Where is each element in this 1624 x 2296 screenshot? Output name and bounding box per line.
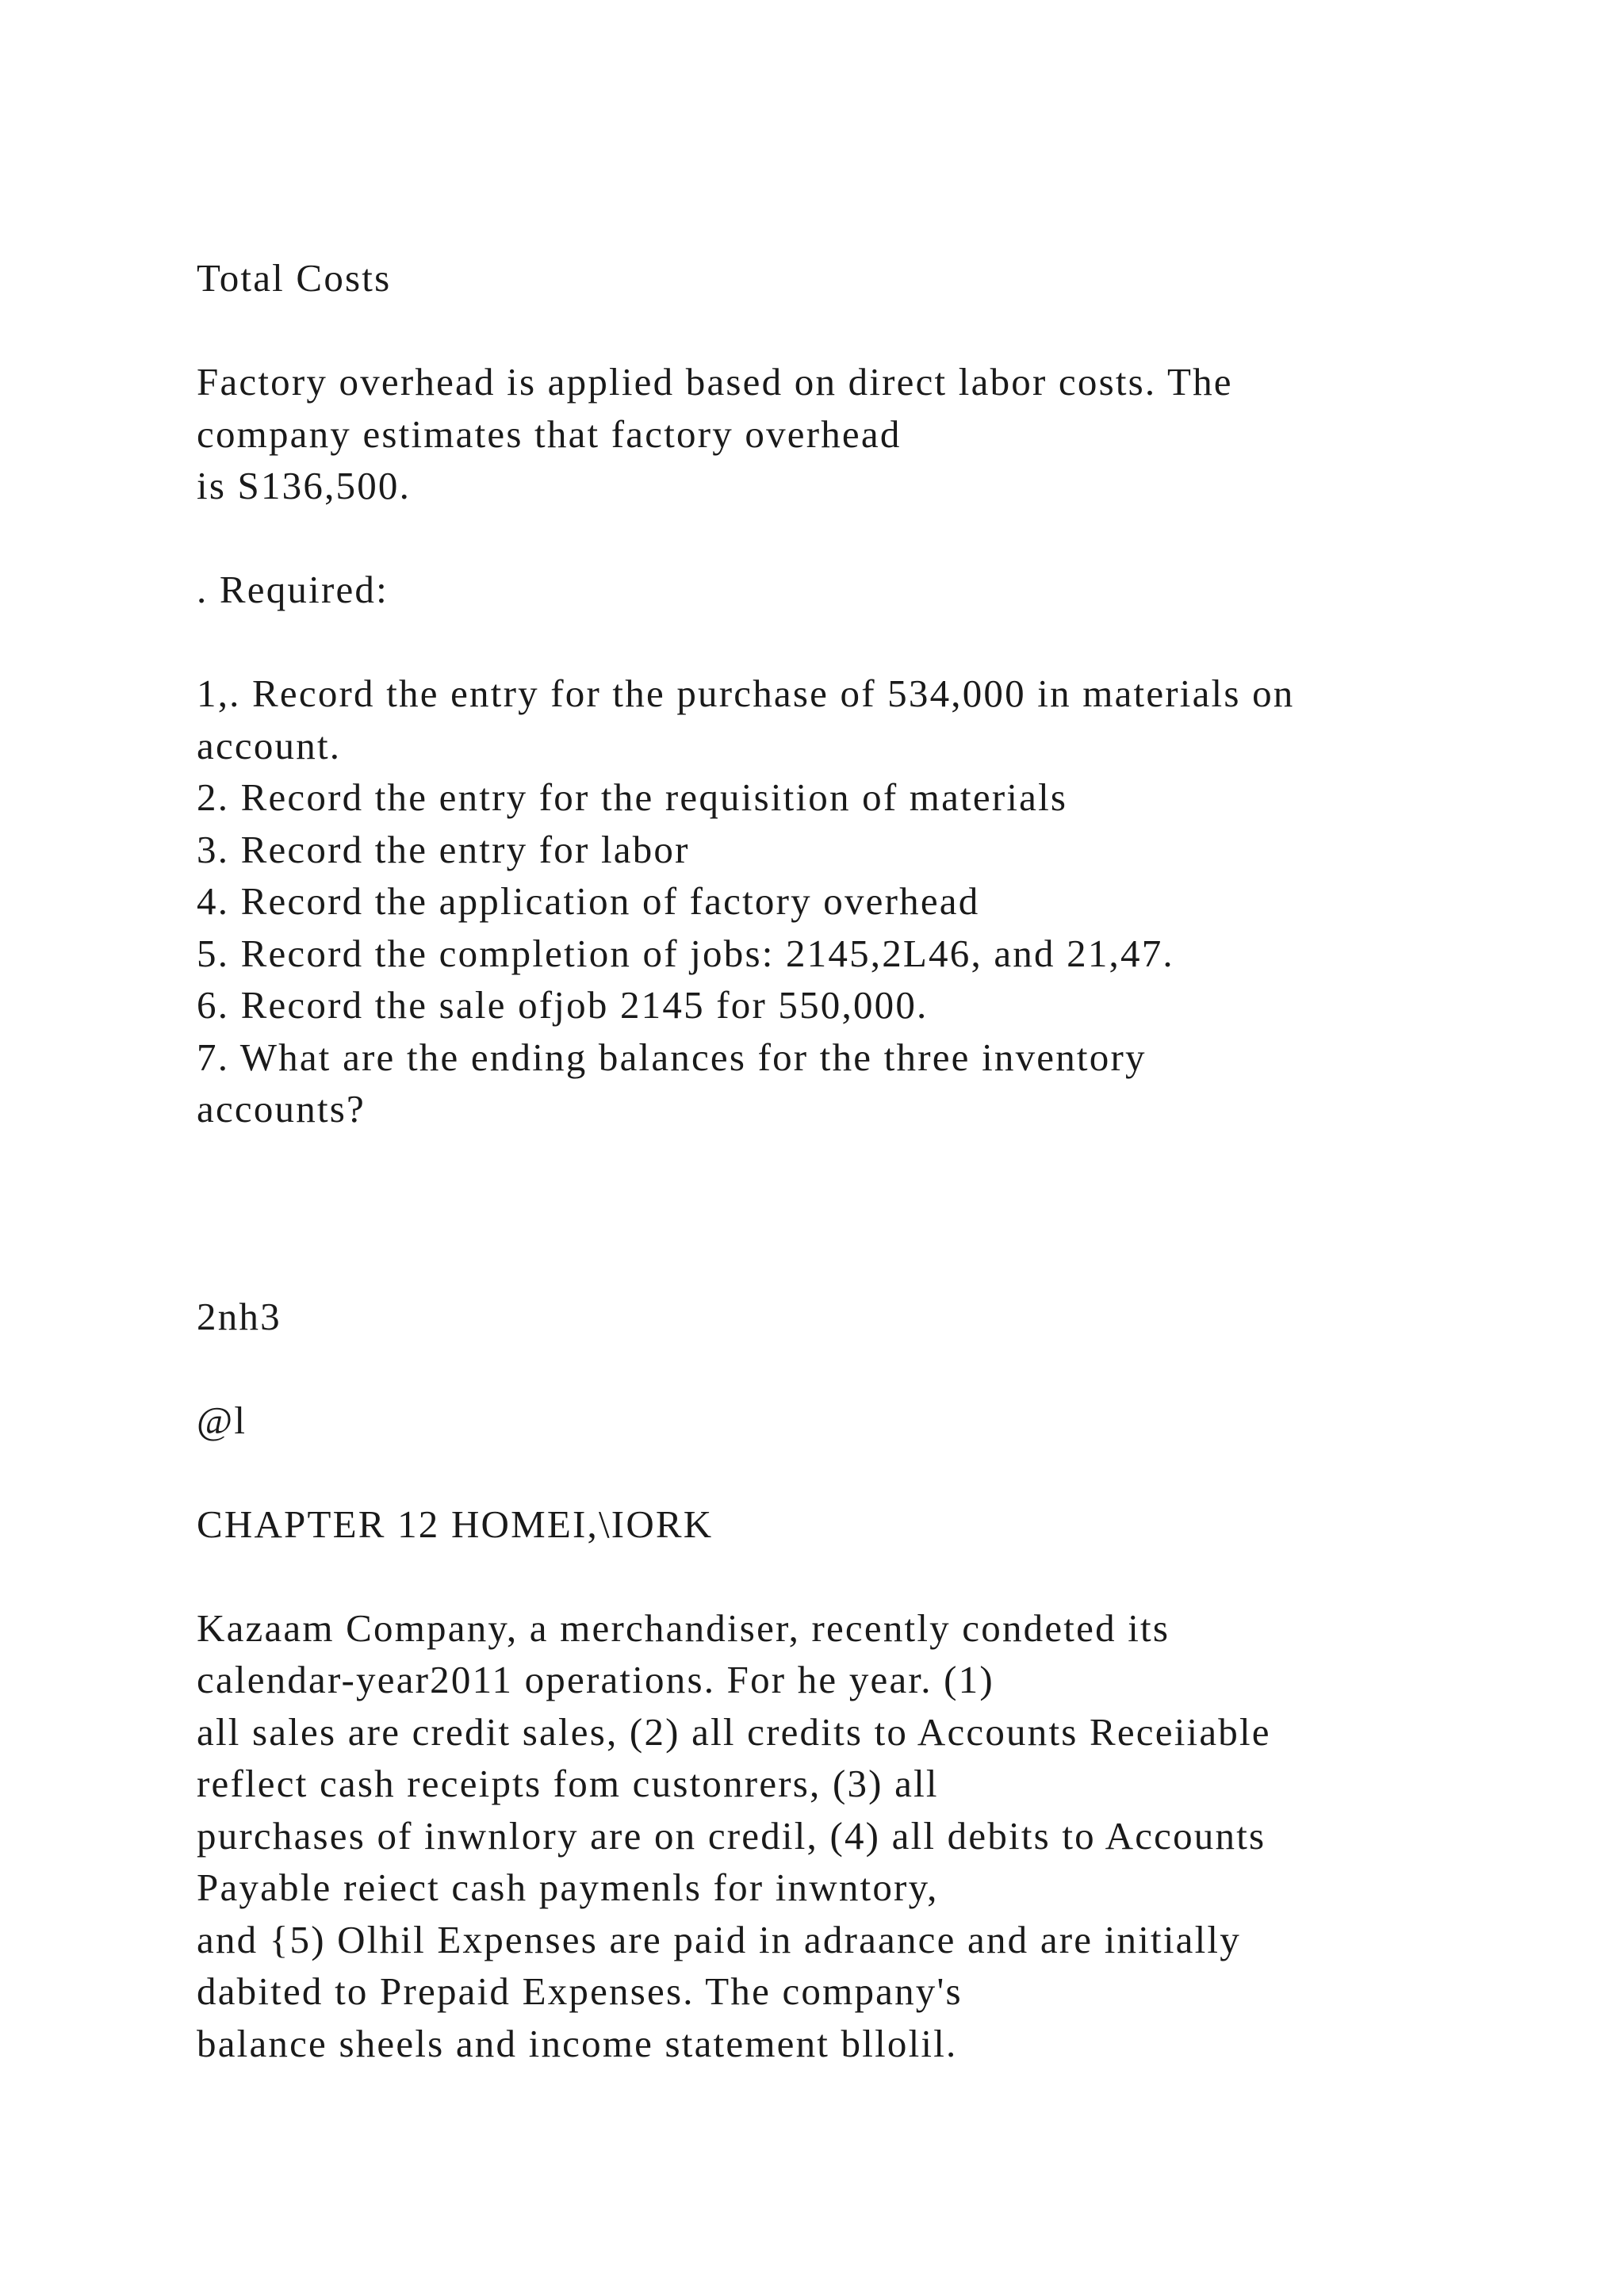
- chapter-heading-text: CHAPTER 12 HOMEI,\IORK: [197, 1502, 714, 1546]
- list-item: 7. What are the ending balances for the three inventory: [197, 1035, 1147, 1079]
- list-item: 1,. Record the entry for the purchase of 534,000 in materials on: [197, 672, 1295, 715]
- list-item: 4. Record the application of factory overhead: [197, 879, 980, 923]
- list-item: 2. Record the entry for the requisition of materials: [197, 775, 1068, 819]
- fragment-text-1: [197, 1291, 1481, 1343]
- paragraph-line: and {5) Olhil Expenses are paid in adraance and are initially: [197, 1917, 1241, 1961]
- list-item: 3. Record the entry for labor: [197, 827, 690, 871]
- overhead-paragraph: [197, 356, 1481, 512]
- paragraph-line: purchases of inwnlory are on credil, (4) all debits to Accounts: [197, 1813, 1266, 1858]
- fragment-line: 2nh3: [197, 1294, 282, 1338]
- required-items-list: [197, 668, 1481, 1135]
- heading-text: Total Costs: [197, 256, 392, 300]
- paragraph-line: calendar-year2011 operations. For he year. (1): [197, 1658, 994, 1701]
- paragraph-line: dabited to Prepaid Expenses. The company's: [197, 1969, 963, 2013]
- paragraph-line: Payable reiect cash paymenls for inwntory,: [197, 1866, 939, 1909]
- chapter-heading: [197, 1498, 1481, 1551]
- paragraph-line: balance sheels and income statement bllolil.: [197, 2021, 958, 2065]
- paragraph-line: company estimates that factory overhead: [197, 411, 902, 456]
- paragraph-line: reflect cash receipts fom custonrers, (3) all: [197, 1762, 939, 1805]
- paragraph-line: Factory overhead is applied based on direct labor costs. The: [197, 360, 1233, 404]
- list-item: accounts?: [197, 1087, 366, 1131]
- document-body: [197, 252, 1481, 2122]
- paragraph-line: Kazaam Company, a merchandiser, recently condeted its: [197, 1605, 1170, 1650]
- paragraph-line: all sales are credit sales, (2) all credits to Accounts Receiiable: [197, 1709, 1271, 1754]
- fragment-line: @l: [197, 1398, 247, 1442]
- kazaam-paragraph: [197, 1602, 1481, 2070]
- required-label-text: . Required:: [197, 568, 389, 611]
- required-label: [197, 564, 1481, 616]
- fragment-text-2: [197, 1395, 1481, 1447]
- section-heading-total-costs: [197, 252, 1481, 304]
- list-item: 5. Record the completion of jobs: 2145,2L46, and 21,47.: [197, 931, 1174, 975]
- list-item: 6. Record the sale ofjob 2145 for 550,000.: [197, 983, 929, 1027]
- paragraph-line: is S136,500.: [197, 464, 412, 507]
- list-item: account.: [197, 723, 342, 767]
